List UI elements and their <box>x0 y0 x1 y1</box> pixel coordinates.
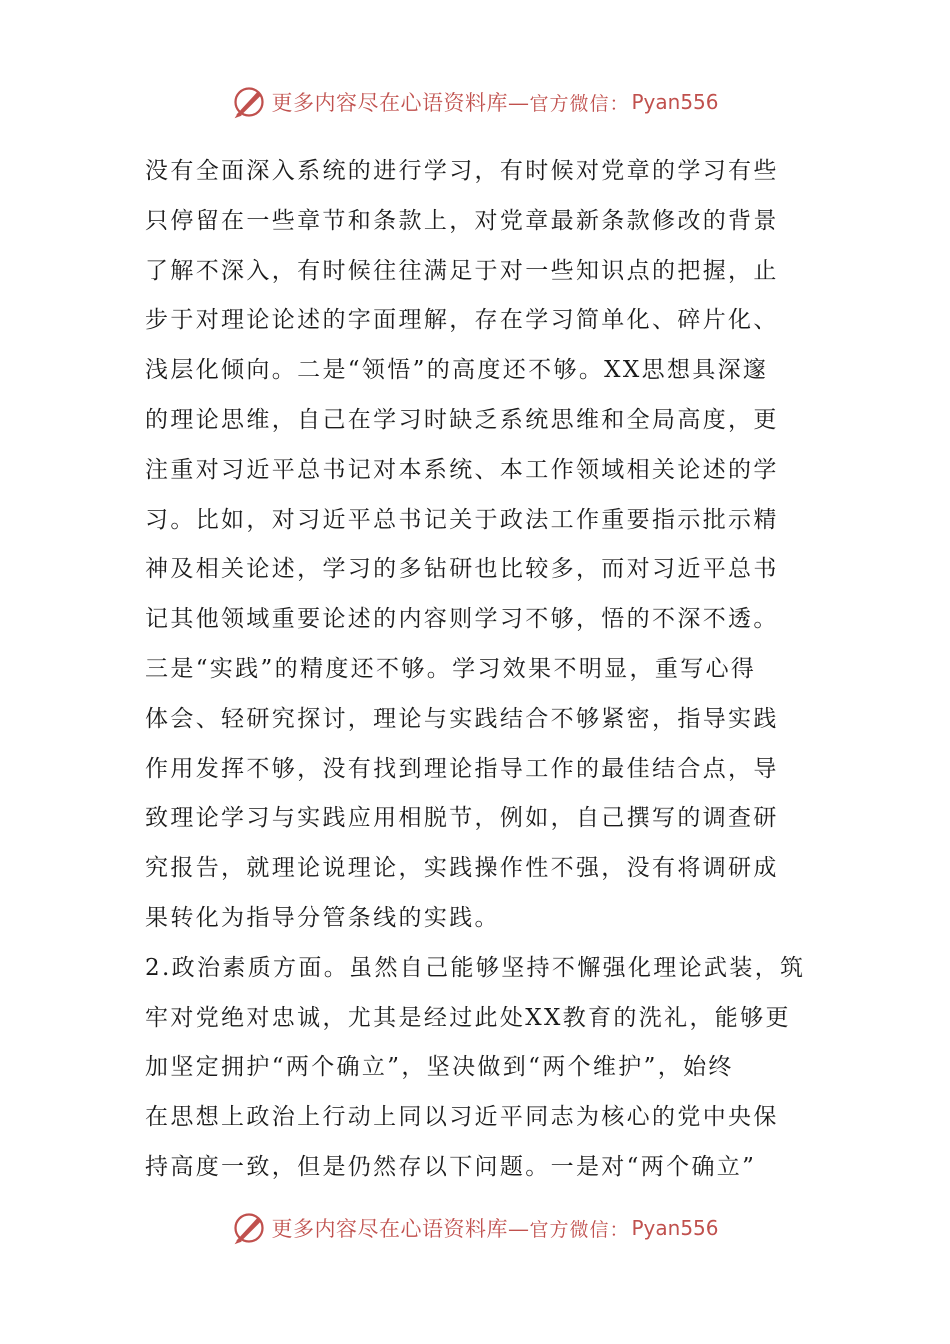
header-site-text: 更多内容尽在心语资料库— <box>271 91 530 115</box>
text-line: 浅层化倾向。二是“领悟”的高度还不够。XX思想具深邃 <box>145 357 769 384</box>
text-line: 三是“实践”的精度还不够。学习效果不明显，重写心得 <box>145 655 757 682</box>
text-line: 神及相关论述，学习的多钻研也比较多，而对习近平总书 <box>145 556 779 583</box>
text-line: 作用发挥不够，没有找到理论指导工作的最佳结合点，导 <box>145 755 779 782</box>
text-line: 在思想上政治上行动上同以习近平同志为核心的党中央保 <box>145 1104 779 1131</box>
text-line: 体会、轻研究探讨，理论与实践结合不够紧密，指导实践 <box>145 705 779 732</box>
text-line: 只停留在一些章节和条款上，对党章最新条款修改的背景 <box>145 207 779 234</box>
text-line: 注重对习近平总书记对本系统、本工作领域相关论述的学 <box>145 456 779 483</box>
document-body <box>145 147 810 1193</box>
pen-logo-icon <box>231 1210 267 1246</box>
footer-wechat-label: 官方微信： <box>529 1218 630 1241</box>
text-line: 果转化为指导分管条线的实践。 <box>145 904 500 931</box>
text-line: 步于对理论论述的字面理解，存在学习简单化、碎片化、 <box>145 307 779 334</box>
text-line: 没有全面深入系统的进行学习，有时候对党章的学习有些 <box>145 158 779 184</box>
text-line: 2.政治素质方面。虽然自己能够坚持不懈强化理论武装，筑 <box>145 954 806 981</box>
text-line: 习。比如，对习近平总书记关于政法工作重要指示批示精 <box>145 506 779 533</box>
footer-wechat-id: Pyan556 <box>631 1216 719 1240</box>
text-line: 持高度一致，但是仍然存以下问题。一是对“两个确立” <box>145 1153 757 1180</box>
footer-banner <box>0 1208 950 1248</box>
text-line: 究报告，就理论说理论，实践操作性不强，没有将调研成 <box>145 855 779 882</box>
footer-site-text: 更多内容尽在心语资料库— <box>271 1217 530 1241</box>
text-line: 加坚定拥护“两个确立”，坚决做到“两个维护”，始终 <box>145 1054 734 1081</box>
header-wechat-id: Pyan556 <box>631 90 719 114</box>
text-line: 的理论思维，自己在学习时缺乏系统思维和全局高度，更 <box>145 406 779 433</box>
text-line: 牢对党绝对忠诚，尤其是经过此处XX教育的洗礼，能够更 <box>145 1004 791 1031</box>
text-line: 了解不深入，有时候往往满足于对一些知识点的把握，止 <box>145 257 779 284</box>
header-banner <box>0 82 950 122</box>
pen-logo-icon <box>231 84 267 120</box>
text-line: 记其他领域重要论述的内容则学习不够，悟的不深不透。 <box>145 606 779 633</box>
text-line: 致理论学习与实践应用相脱节，例如，自己撰写的调查研 <box>145 805 779 832</box>
header-wechat-label: 官方微信： <box>529 92 630 115</box>
